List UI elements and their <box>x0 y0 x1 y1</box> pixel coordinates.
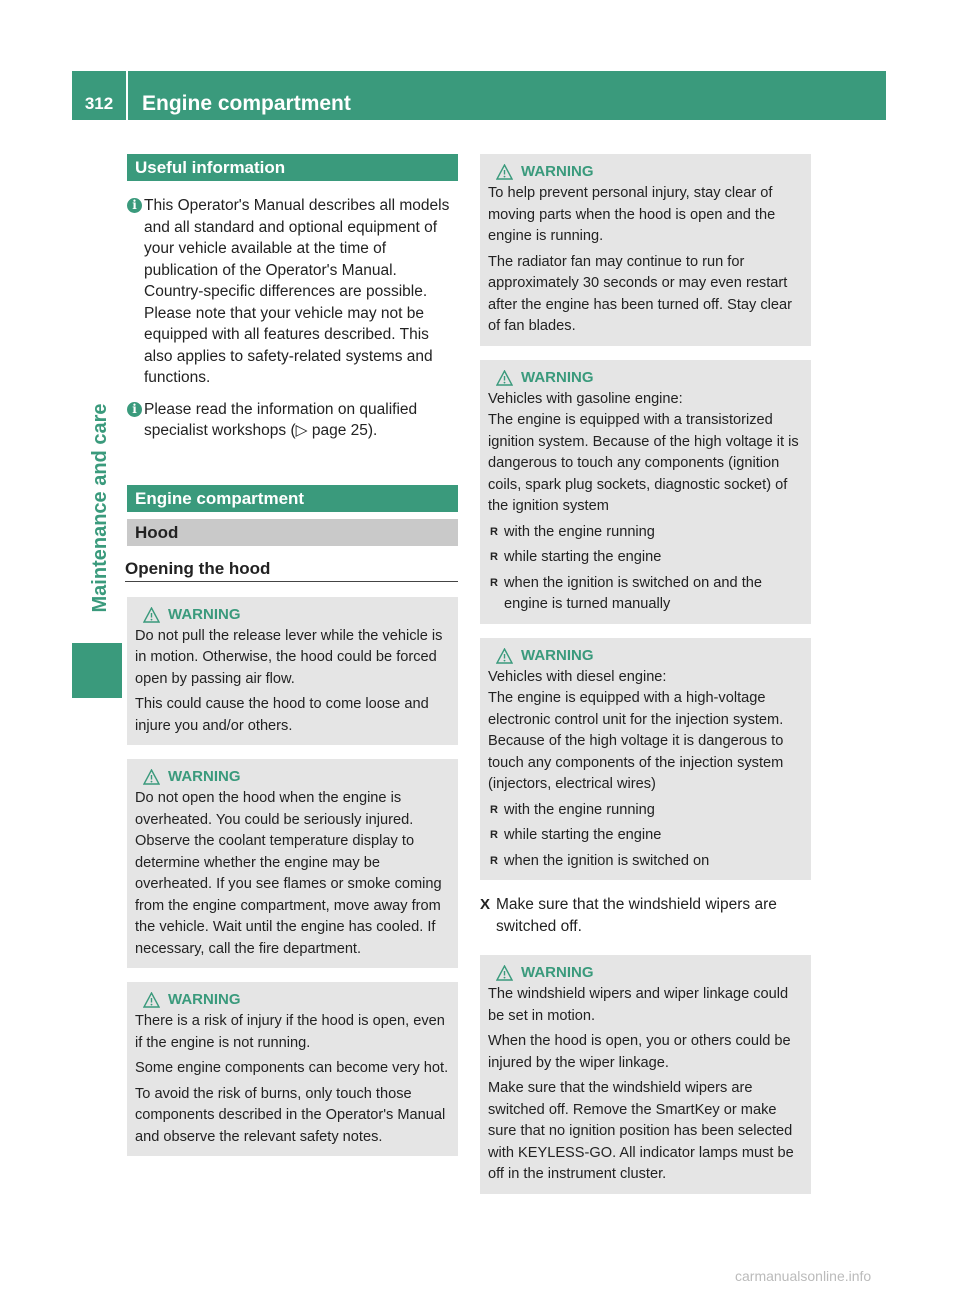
bullet-item: R when the ignition is switched on and the engine is turned manually <box>488 573 803 616</box>
info-icon: i <box>127 402 142 417</box>
warning-triangle-icon <box>496 370 513 386</box>
warning-text: Do not open the hood when the engine is overheated. You could be seriously injured. Observe the coolant temperature display to determine whether the engine may be overheated. If you see flames or smoke coming from the engine compartment, move away from the vehicle. Wait until the engine has cooled. If necessary, call the fire department. <box>135 790 442 957</box>
warning-text: Do not pull the release lever while the vehicle is in motion. Otherwise, the hood could be forced open by passing air flow. <box>135 627 443 687</box>
side-tab <box>80 370 120 646</box>
warning-text: Vehicles with diesel engine: <box>488 668 667 685</box>
warning-title: WARNING <box>521 964 594 981</box>
warning-box <box>127 759 458 968</box>
warning-title: WARNING <box>521 646 594 664</box>
warning-text: When the hood is open, you or others could be injured by the wiper linkage. <box>488 1033 791 1071</box>
thumb-index-marker <box>72 643 122 698</box>
bullet-item: R while starting the engine <box>488 825 803 847</box>
warning-title: WARNING <box>168 991 241 1008</box>
bullet-item: R when the ignition is switched on <box>488 851 803 873</box>
warning-text: Vehicles with gasoline engine: <box>488 390 683 407</box>
warning-triangle-icon <box>143 607 160 623</box>
info-text: Please read the information on qualified specialist workshops (▷ page 25). <box>144 400 418 439</box>
info-icon: i <box>127 198 142 213</box>
warning-text: The windshield wipers and wiper linkage could be set in motion. <box>488 986 789 1024</box>
subsection-heading: Hood <box>127 519 458 546</box>
warning-heading <box>488 161 803 183</box>
warning-box <box>127 982 458 1156</box>
warning-box <box>480 360 811 624</box>
warning-triangle-icon <box>143 769 160 785</box>
warning-heading <box>135 766 450 788</box>
warning-box <box>127 597 458 746</box>
info-text: This Operator's Manual describes all models and all standard and optional equipment of your vehicle available at the time of publication of the Operator's Manual. Country-specific differences are possible. Please note that your vehicle may not be equipped with all features described. This also applies to safety-related systems and functions. <box>144 197 450 386</box>
warning-text: The radiator fan may continue to run for approximately 30 seconds or may even restart after the engine has been turned off. Stay clear of fan blades. <box>488 253 792 334</box>
sub-subheading: Opening the hood <box>125 559 458 582</box>
info-note <box>127 399 458 442</box>
warning-text: There is a risk of injury if the hood is open, even if the engine is not running. <box>135 1013 445 1051</box>
warning-text: Make sure that the windshield wipers are switched off. Remove the SmartKey or make sure that no ignition position has been selected with KEYLESS-GO. All indicator lamps must be off in the instrument cluster. <box>488 1080 794 1182</box>
right-column <box>480 154 811 1194</box>
left-column <box>127 154 458 1156</box>
chapter-title: Engine compartment <box>142 92 351 115</box>
warning-text: To help prevent personal injury, stay clear of moving parts when the hood is open and the engine is running. <box>488 185 776 244</box>
warning-title: WARNING <box>168 768 241 785</box>
warning-heading <box>488 962 803 984</box>
warning-heading <box>488 367 803 389</box>
warning-title: WARNING <box>521 163 594 180</box>
warning-heading <box>135 989 450 1011</box>
warning-title: WARNING <box>168 605 241 623</box>
bullet-item: R with the engine running <box>488 522 803 544</box>
step-text: Make sure that the windshield wipers are switched off. <box>496 896 777 935</box>
warning-triangle-icon <box>496 648 513 664</box>
warning-text: Some engine components can become very hot. <box>135 1060 449 1076</box>
warning-box <box>480 955 811 1194</box>
warning-triangle-icon <box>496 965 513 981</box>
warning-box <box>480 154 811 346</box>
warning-triangle-icon <box>143 992 160 1008</box>
step-arrow-icon: X <box>480 896 491 913</box>
section-heading: Engine compartment <box>127 485 458 512</box>
warning-title: WARNING <box>521 368 594 386</box>
bullet-item: R with the engine running <box>488 800 803 822</box>
page-number: 312 <box>84 94 114 113</box>
warning-text: This could cause the hood to come loose and injure you and/or others. <box>135 696 429 734</box>
warning-text: The engine is equipped with a high-voltage electronic control unit for the injection system. Because of the high voltage it is dangerous to touch any components of the injection system (injectors, electrical wires) <box>488 690 784 792</box>
bullet-item: R while starting the engine <box>488 547 803 569</box>
info-note <box>127 195 458 389</box>
instruction-step <box>480 894 811 937</box>
header-divider <box>126 71 128 120</box>
useful-info-heading: Useful information <box>127 154 458 181</box>
warning-heading <box>488 645 803 667</box>
side-tab-label: Maintenance and care <box>89 403 111 613</box>
watermark: carmanualsonline.info <box>735 1268 872 1284</box>
warning-box <box>480 638 811 881</box>
warning-heading <box>135 604 450 626</box>
warning-text: To avoid the risk of burns, only touch those components described in the Operator's Manual and observe the relevant safety notes. <box>135 1085 446 1145</box>
warning-text: The engine is equipped with a transistorized ignition system. Because of the high voltage it is dangerous to touch any components (ignition coils, spark plug sockets, diagnostic socket) of the ignition system <box>488 412 799 514</box>
warning-triangle-icon <box>496 164 513 180</box>
page-header <box>72 71 886 120</box>
